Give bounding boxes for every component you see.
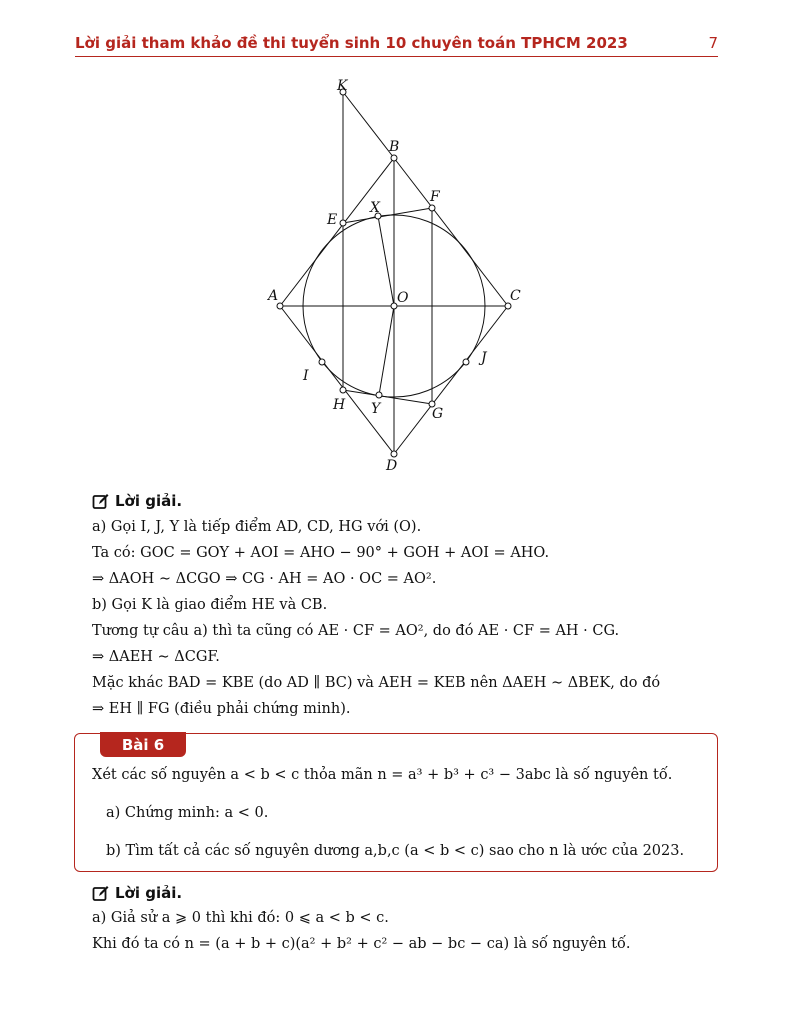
label-B: B: [389, 139, 400, 155]
label-Y: Y: [371, 401, 381, 417]
solution-line: b) Gọi K là giao điểm HE và CB.: [92, 597, 328, 613]
solution-line: Khi đó ta có n = (a + b + c)(a² + b² + c² − ab − bc − ca) là số nguyên tố.: [92, 936, 631, 952]
solution-line: a) Gọi I, J, Y là tiếp điểm AD, CD, HG với (O).: [92, 519, 422, 535]
label-F: F: [430, 189, 440, 205]
solution-line: ⇒ ΔAEH ∼ ΔCGF.: [92, 649, 220, 665]
page-number: 7: [708, 34, 718, 52]
point-Y: [376, 392, 382, 398]
point-B: [391, 155, 397, 161]
label-E: E: [327, 212, 338, 228]
solution-line: Ta có: GOC = GOY + AOI = AHO − 90° + GOH + AOI = AHO.: [92, 545, 550, 561]
label-I: I: [303, 368, 309, 384]
edit-icon: [92, 885, 109, 902]
solution-heading: [92, 492, 182, 510]
solution-heading: [92, 884, 182, 902]
label-C: C: [510, 288, 521, 304]
label-J: J: [481, 350, 487, 366]
solution-heading-text: Lời giải.: [115, 492, 183, 510]
label-H: H: [333, 397, 346, 413]
problem-part-a: a) Chứng minh: a < 0.: [106, 805, 269, 821]
point-J: [463, 359, 469, 365]
solution-line: ⇒ ΔAOH ∼ ΔCGO ⇒ CG · AH = AO · OC = AO².: [92, 571, 437, 587]
problem-statement: Xét các số nguyên a < b < c thỏa mãn n = a³ + b³ + c³ − 3abc là số nguyên tố.: [92, 767, 673, 783]
point-E: [340, 220, 346, 226]
solution-line: Mặc khác BAD = KBE (do AD ∥ BC) và AEH = KEB nên ΔAEH ∼ ΔBEK, do đó: [92, 675, 661, 691]
problem-tag: Bài 6: [100, 732, 186, 757]
label-K: K: [337, 78, 348, 94]
solution-line: Tương tự câu a) thì ta cũng có AE · CF = AO², do đó AE · CF = AH · CG.: [92, 623, 620, 639]
solution-line: a) Giả sử a ⩾ 0 thì khi đó: 0 ⩽ a < b < c.: [92, 910, 389, 926]
point-D: [391, 451, 397, 457]
label-O: O: [397, 290, 409, 306]
label-D: D: [386, 458, 398, 474]
point-H: [340, 387, 346, 393]
point-I: [319, 359, 325, 365]
label-A: A: [268, 288, 279, 304]
solution-line: ⇒ EH ∥ FG (điều phải chứng minh).: [92, 701, 351, 717]
edit-icon: [92, 493, 109, 510]
label-G: G: [432, 406, 444, 422]
point-F: [429, 205, 435, 211]
geometry-figure: [0, 0, 792, 480]
problem-part-b: b) Tìm tất cả các số nguyên dương a,b,c (a < b < c) sao cho n là ước của 2023.: [106, 843, 685, 859]
label-X: X: [370, 200, 380, 216]
solution-heading-text: Lời giải.: [115, 884, 183, 902]
header-title: Lời giải tham khảo đề thi tuyển sinh 10 chuyên toán TPHCM 2023: [75, 34, 628, 52]
